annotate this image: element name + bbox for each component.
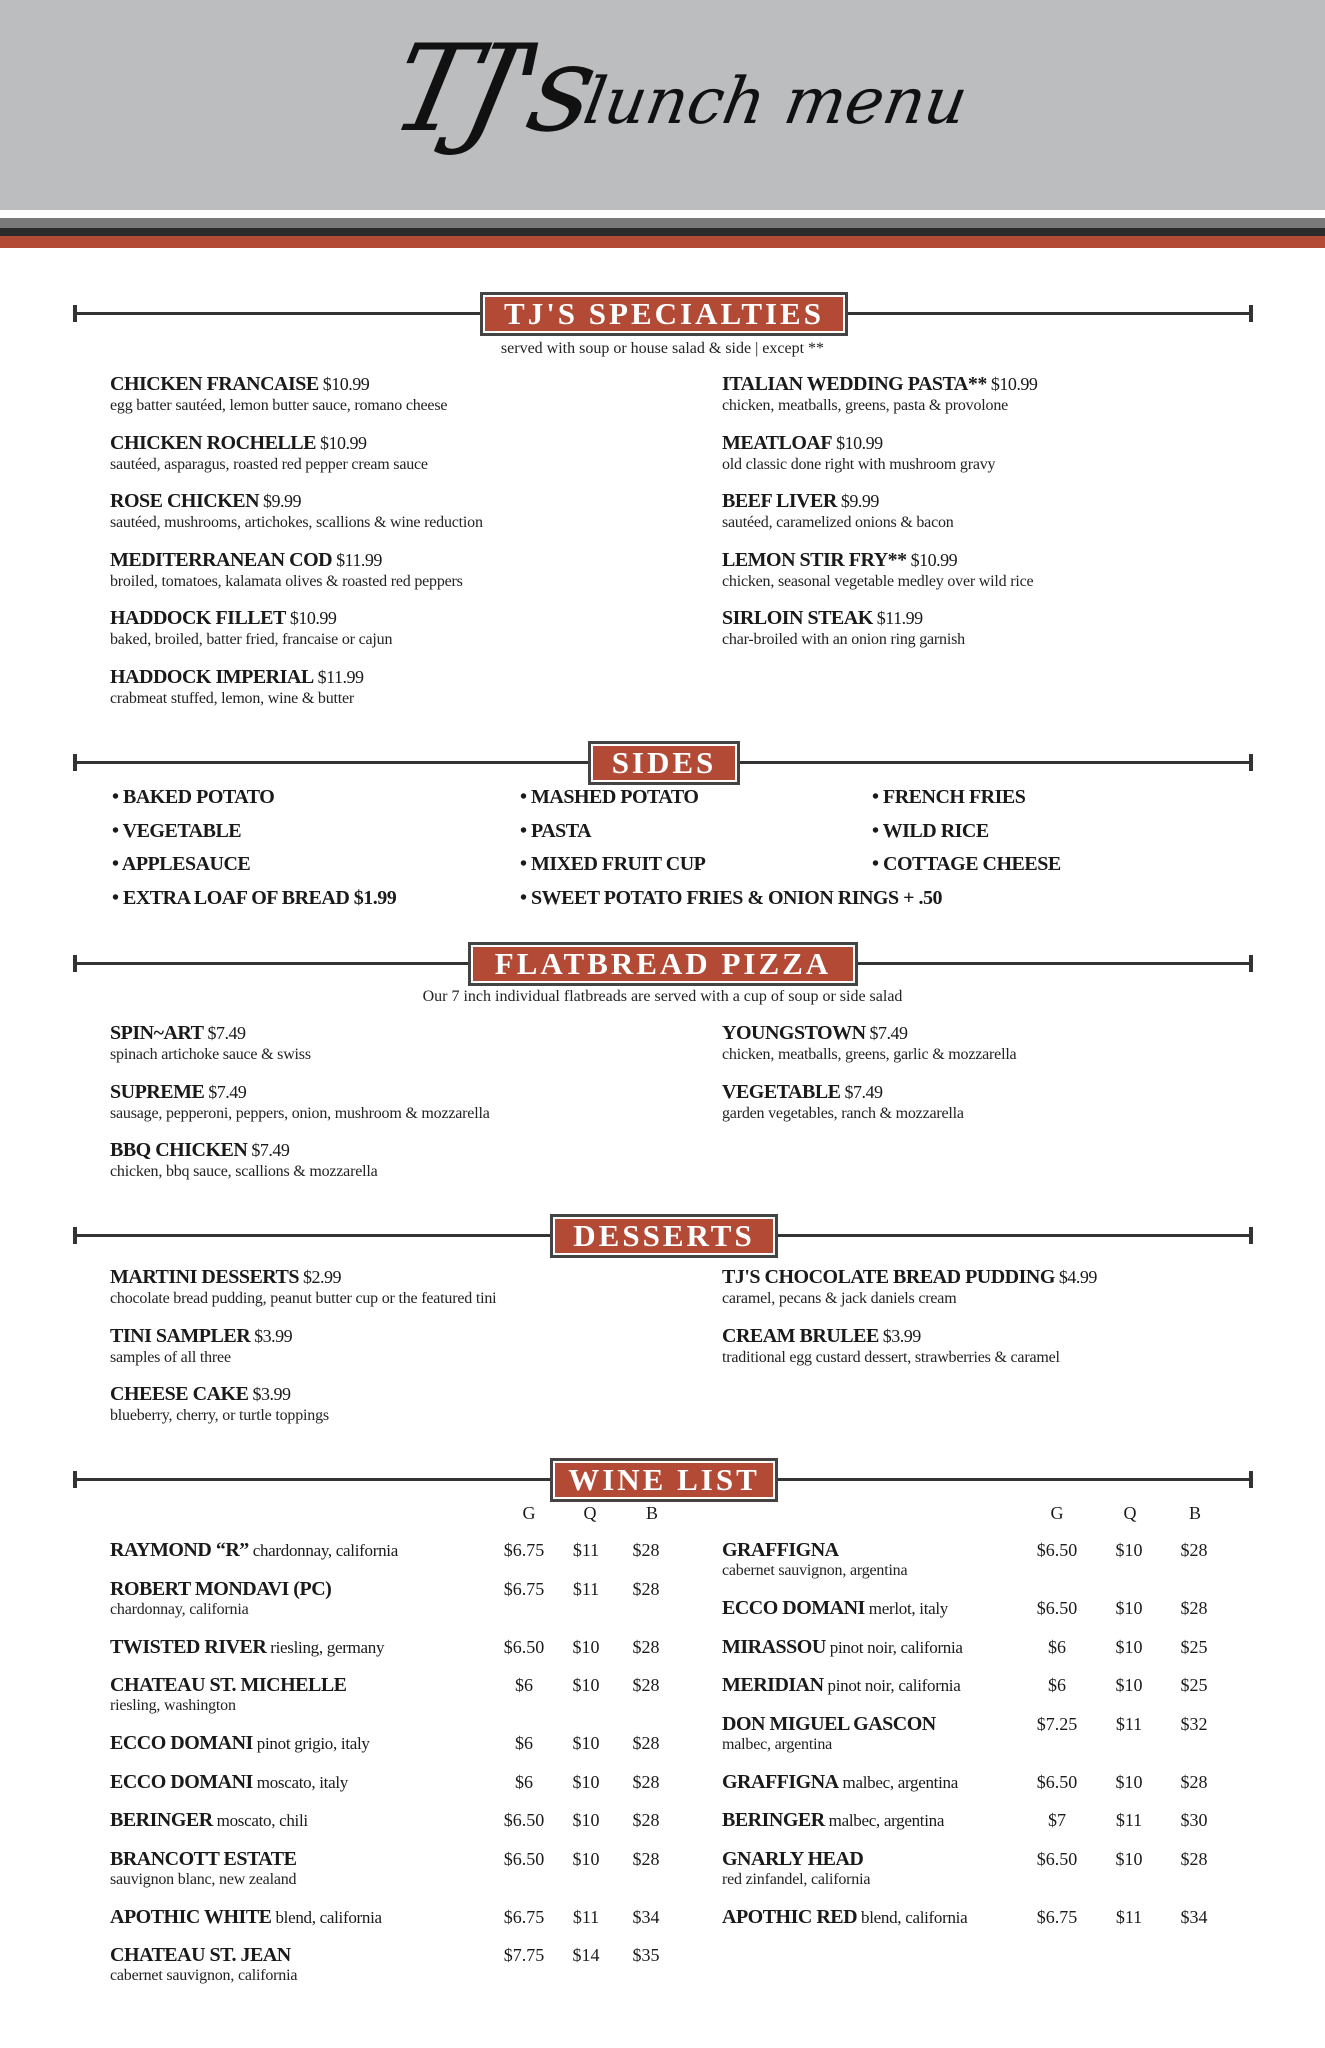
header-stripe	[0, 236, 1325, 248]
item-name: CHEESE CAKE	[110, 1383, 249, 1405]
item-name: SIRLOIN STEAK	[722, 607, 873, 629]
wine-name: RAYMOND “R”	[110, 1539, 249, 1561]
item-price: $10.99	[289, 608, 337, 628]
wine-price: $6.50	[503, 1810, 545, 1830]
menu-item	[722, 1325, 1060, 1367]
wine-price: $28	[632, 1771, 660, 1792]
item-description: blueberry, cherry, or turtle toppings	[110, 1407, 329, 1424]
wine-description: riesling, washington	[110, 1697, 236, 1714]
menu-item	[110, 490, 483, 532]
wine-price: $11	[1115, 1906, 1143, 1927]
item-description: chicken, seasonal vegetable medley over wild rice	[722, 572, 1034, 590]
wine-price: $10	[572, 1848, 600, 1869]
item-price: $9.99	[840, 491, 879, 511]
item-name: CHICKEN FRANCAISE	[110, 373, 319, 395]
item-description: caramel, pecans & jack daniels cream	[722, 1290, 957, 1307]
item-name: SUPREME	[110, 1080, 205, 1103]
wine-price: $6	[1048, 1675, 1066, 1695]
item-price: $7.49	[207, 1023, 246, 1043]
wine-description: cabernet sauvignon, argentina	[722, 1562, 908, 1579]
wine-type: chardonnay, california	[248, 1541, 398, 1560]
item-name: ROSE CHICKEN	[110, 490, 260, 512]
wine-price: $10	[572, 1675, 600, 1695]
wine-price: $10	[572, 1636, 600, 1657]
menu-item	[110, 607, 392, 649]
side-item: • PASTA	[520, 819, 592, 842]
item-description: baked, broiled, batter fried, francaise or cajun	[110, 631, 393, 648]
menu-item	[110, 549, 463, 591]
wine-price: $35	[632, 1945, 660, 1965]
wine-name: APOTHIC WHITE	[110, 1905, 272, 1928]
menu-item	[722, 1266, 1097, 1308]
wine-item	[722, 1539, 907, 1580]
menu-item	[110, 1081, 490, 1123]
side-item: • MASHED POTATO	[520, 786, 699, 808]
wine-price: $6.50	[1036, 1771, 1078, 1792]
wine-item	[110, 1674, 347, 1715]
item-price: $7.49	[251, 1140, 290, 1160]
wine-name: ROBERT MONDAVI (PC)	[110, 1577, 332, 1600]
item-price: $11.99	[876, 608, 923, 628]
wine-price: $10	[1115, 1675, 1143, 1695]
wine-column-header: B	[1188, 1503, 1201, 1523]
wine-price: $10	[1115, 1848, 1143, 1869]
wine-price: $6	[515, 1675, 533, 1695]
item-description: traditional egg custard dessert, strawberries & caramel	[722, 1348, 1060, 1366]
wine-description: chardonnay, california	[110, 1600, 249, 1618]
item-description: spinach artichoke sauce & swiss	[110, 1046, 311, 1063]
wine-item	[722, 1848, 870, 1889]
item-description: char-broiled with an onion ring garnish	[722, 631, 965, 648]
wine-description: sauvignon blanc, new zealand	[110, 1870, 297, 1888]
wine-type: malbec, argentina	[838, 1772, 958, 1792]
side-item: • EXTRA LOAF OF BREAD $1.99	[112, 886, 397, 909]
menu-item	[110, 1266, 496, 1308]
wine-name: BERINGER	[722, 1809, 825, 1831]
wine-item	[722, 1771, 958, 1794]
wine-type: malbec, argentina	[824, 1811, 945, 1830]
wine-name: ECCO DOMANI	[110, 1770, 253, 1793]
header-stripe	[0, 218, 1325, 228]
wine-price: $11	[572, 1540, 600, 1560]
item-description: chicken, bbq sauce, scallions & mozzarella	[110, 1163, 378, 1180]
menu-item	[722, 1022, 1016, 1064]
section-subtitle: served with soup or house salad & side | except **	[500, 340, 825, 357]
wine-name: DON MIGUEL GASCON	[722, 1712, 936, 1735]
wine-type: merlot, italy	[864, 1599, 948, 1618]
wine-price: $11	[1115, 1713, 1143, 1734]
wine-price: $28	[1180, 1771, 1208, 1792]
wine-price: $10	[1115, 1540, 1143, 1560]
menu-item	[110, 1139, 378, 1181]
item-name: MARTINI DESSERTS	[110, 1266, 299, 1288]
item-price: $11.99	[336, 549, 382, 570]
item-price: $10.99	[836, 432, 883, 453]
wine-column-header: G	[522, 1503, 536, 1523]
wine-price: $28	[632, 1675, 660, 1695]
item-name: TINI SAMPLER	[110, 1324, 251, 1347]
wine-price: $32	[1180, 1713, 1208, 1734]
wine-item	[722, 1906, 967, 1929]
wine-name: GRAFFIGNA	[722, 1539, 839, 1561]
item-name: MEDITERRANEAN COD	[110, 548, 333, 571]
wine-price: $28	[1180, 1848, 1208, 1869]
menu-item	[722, 1081, 964, 1123]
page-title: lunch menu	[578, 65, 973, 139]
item-description: garden vegetables, ranch & mozzarella	[722, 1104, 964, 1122]
section-title-flatbread: FLATBREAD PIZZA	[468, 942, 858, 986]
menu-item	[722, 490, 954, 532]
wine-item	[110, 1732, 370, 1755]
item-name: BEEF LIVER	[722, 490, 837, 512]
wine-name: MERIDIAN	[722, 1674, 824, 1696]
wine-price: $10	[1115, 1598, 1143, 1618]
wine-price: $14	[572, 1945, 600, 1965]
menu-item	[110, 1383, 329, 1425]
item-price: $10.99	[990, 374, 1038, 394]
wine-price: $6	[1048, 1636, 1066, 1657]
wine-price: $6.50	[1036, 1848, 1078, 1869]
wine-description: red zinfandel, california	[722, 1870, 871, 1888]
menu-item	[722, 432, 995, 474]
side-item: • FRENCH FRIES	[872, 786, 1026, 808]
item-price: $10.99	[322, 374, 370, 394]
wine-price: $28	[1180, 1540, 1208, 1560]
item-price: $10.99	[319, 432, 367, 453]
wine-type: pinot grigio, italy	[252, 1734, 370, 1753]
logo: TJ's	[380, 20, 601, 159]
wine-price: $6.50	[503, 1848, 545, 1869]
wine-column-header: Q	[1123, 1503, 1137, 1523]
item-name: CHICKEN ROCHELLE	[110, 431, 316, 454]
item-price: $10.99	[910, 549, 958, 570]
item-price: $3.99	[252, 1384, 291, 1404]
item-description: broiled, tomatoes, kalamata olives & roasted red peppers	[110, 572, 463, 590]
item-name: LEMON STIR FRY**	[722, 548, 907, 571]
wine-price: $25	[1180, 1636, 1208, 1657]
menu-item	[722, 607, 965, 649]
header-stripe	[0, 210, 1325, 218]
item-price: $3.99	[254, 1325, 293, 1346]
wine-item	[110, 1771, 348, 1794]
wine-item	[110, 1578, 331, 1619]
wine-price: $11	[572, 1578, 600, 1599]
wine-name: GNARLY HEAD	[722, 1847, 864, 1870]
item-name: MEATLOAF	[722, 431, 833, 454]
wine-price: $6.75	[503, 1906, 545, 1927]
wine-type: moscato, chili	[212, 1811, 308, 1830]
item-name: VEGETABLE	[722, 1080, 841, 1103]
wine-price: $28	[632, 1810, 660, 1830]
wine-column-header: B	[645, 1503, 658, 1523]
menu-item	[722, 373, 1037, 415]
item-description: old classic done right with mushroom gravy	[722, 455, 996, 473]
wine-price: $28	[632, 1578, 660, 1599]
item-name: HADDOCK FILLET	[110, 607, 286, 629]
wine-price: $11	[572, 1906, 600, 1927]
wine-price: $6.75	[503, 1540, 545, 1560]
wine-name: BERINGER	[110, 1809, 213, 1831]
wine-price: $28	[632, 1636, 660, 1657]
menu-item	[110, 1325, 292, 1367]
wine-price: $11	[1115, 1810, 1143, 1830]
wine-item	[110, 1809, 308, 1832]
wine-type: blend, california	[271, 1907, 382, 1927]
item-description: chicken, meatballs, greens, pasta & provolone	[722, 397, 1009, 414]
wine-price: $28	[632, 1733, 660, 1753]
wine-item	[722, 1674, 960, 1697]
wine-price: $10	[572, 1810, 600, 1830]
wine-price: $6	[515, 1733, 533, 1753]
wine-price: $6	[515, 1771, 533, 1792]
menu-item	[110, 666, 364, 708]
wine-item	[722, 1713, 936, 1754]
wine-price: $6.50	[1036, 1598, 1078, 1618]
wine-item	[110, 1539, 398, 1562]
wine-type: riesling, germany	[266, 1637, 385, 1657]
wine-price: $10	[1115, 1636, 1143, 1657]
item-price: $11.99	[317, 666, 364, 687]
wine-name: CHATEAU ST. JEAN	[110, 1944, 291, 1966]
wine-name: APOTHIC RED	[722, 1905, 858, 1928]
item-description: sautéed, mushrooms, artichokes, scallions & wine reduction	[110, 514, 483, 531]
wine-price: $7.25	[1036, 1713, 1078, 1734]
item-price: $7.49	[869, 1023, 908, 1043]
wine-name: GRAFFIGNA	[722, 1770, 839, 1793]
item-name: TJ'S CHOCOLATE BREAD PUDDING	[722, 1266, 1055, 1288]
menu-item	[110, 1022, 311, 1064]
side-item: • COTTAGE CHEESE	[872, 853, 1061, 875]
item-price: $7.49	[208, 1081, 247, 1102]
wine-price: $10	[572, 1733, 600, 1753]
item-name: HADDOCK IMPERIAL	[110, 665, 314, 688]
item-description: sautéed, asparagus, roasted red pepper cream sauce	[110, 455, 428, 473]
wine-item	[722, 1597, 948, 1620]
side-item: • BAKED POTATO	[112, 786, 275, 808]
wine-price: $34	[1180, 1906, 1208, 1927]
wine-price: $28	[1180, 1598, 1208, 1618]
item-name: BBQ CHICKEN	[110, 1139, 248, 1161]
side-item: • MIXED FRUIT CUP	[520, 853, 706, 875]
wine-price: $7	[1048, 1810, 1066, 1830]
wine-price: $28	[632, 1848, 660, 1869]
wine-type: pinot noir, california	[823, 1676, 961, 1695]
item-price: $4.99	[1058, 1267, 1097, 1287]
section-title-desserts: DESSERTS	[550, 1214, 778, 1258]
wine-description: cabernet sauvignon, california	[110, 1967, 298, 1984]
wine-price: $6.50	[1036, 1540, 1078, 1560]
wine-item	[722, 1636, 963, 1659]
wine-price: $10	[1115, 1771, 1143, 1792]
menu-item	[110, 373, 447, 415]
item-description: crabmeat stuffed, lemon, wine & butter	[110, 689, 355, 707]
item-name: ITALIAN WEDDING PASTA**	[722, 373, 987, 395]
item-description: sautéed, caramelized onions & bacon	[722, 514, 954, 531]
wine-price: $6.75	[503, 1578, 545, 1599]
wine-type: moscato, italy	[252, 1772, 348, 1792]
item-description: sausage, pepperoni, peppers, onion, mushroom & mozzarella	[110, 1104, 490, 1122]
menu-item	[722, 549, 1033, 591]
wine-item	[110, 1944, 297, 1985]
wine-name: ECCO DOMANI	[110, 1732, 253, 1754]
wine-price: $30	[1180, 1810, 1208, 1830]
wine-price: $10	[572, 1771, 600, 1792]
item-price: $9.99	[263, 491, 302, 511]
item-price: $2.99	[302, 1267, 341, 1287]
wine-price: $34	[632, 1906, 660, 1927]
wine-item	[110, 1906, 382, 1929]
wine-name: ECCO DOMANI	[722, 1597, 865, 1619]
wine-column-header: G	[1050, 1503, 1064, 1523]
item-description: egg batter sautéed, lemon butter sauce, romano cheese	[110, 397, 448, 414]
section-title-specialties: TJ'S SPECIALTIES	[480, 292, 848, 336]
side-item: • SWEET POTATO FRIES & ONION RINGS + .50	[520, 886, 943, 909]
wine-column-header: Q	[583, 1503, 597, 1523]
menu-item	[110, 432, 428, 474]
wine-item	[722, 1809, 944, 1832]
item-description: chicken, meatballs, greens, garlic & mozzarella	[722, 1046, 1017, 1063]
side-item: • APPLESAUCE	[112, 853, 251, 875]
wine-price: $28	[632, 1540, 660, 1560]
item-name: YOUNGSTOWN	[722, 1022, 866, 1044]
wine-description: malbec, argentina	[722, 1735, 833, 1753]
section-subtitle: Our 7 inch individual flatbreads are served with a cup of soup or side salad	[422, 988, 903, 1005]
header-stripe	[0, 228, 1325, 236]
item-name: CREAM BRULEE	[722, 1324, 879, 1347]
wine-name: TWISTED RIVER	[110, 1635, 267, 1658]
wine-type: blend, california	[857, 1907, 968, 1927]
item-description: samples of all three	[110, 1348, 231, 1366]
wine-type: pinot noir, california	[825, 1637, 963, 1657]
wine-price: $7.75	[503, 1945, 545, 1965]
wine-item	[110, 1636, 384, 1659]
section-title-wine: WINE LIST	[550, 1458, 778, 1502]
wine-item	[110, 1848, 296, 1889]
item-price: $3.99	[882, 1325, 921, 1346]
wine-price: $6.75	[1036, 1906, 1078, 1927]
wine-price: $25	[1180, 1675, 1208, 1695]
side-item: • VEGETABLE	[112, 819, 242, 842]
item-name: SPIN~ART	[110, 1022, 204, 1044]
wine-name: BRANCOTT ESTATE	[110, 1847, 297, 1870]
side-item: • WILD RICE	[872, 819, 989, 842]
wine-name: CHATEAU ST. MICHELLE	[110, 1674, 347, 1696]
item-price: $7.49	[844, 1081, 883, 1102]
section-title-sides: SIDES	[588, 741, 740, 785]
wine-name: MIRASSOU	[722, 1635, 826, 1658]
item-description: chocolate bread pudding, peanut butter cup or the featured tini	[110, 1290, 497, 1307]
wine-price: $6.50	[503, 1636, 545, 1657]
